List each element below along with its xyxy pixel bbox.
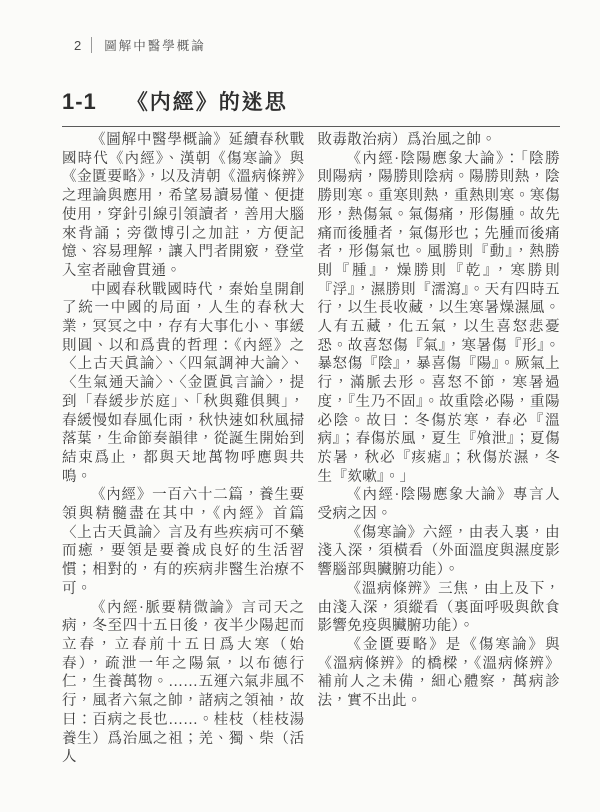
paragraph-wenbing: 《溫病條辨》三焦，由上及下，由淺入深，須縱看（裏面呼吸與飲食影響免疫與臟腑功能）。 <box>317 580 560 635</box>
paragraph-yinyang-quote: 《內經·陰陽應象大論》：「陰勝則陽病，陽勝則陰病。陽勝則熱，陰勝則寒。重寒則熱，重熱則寒。寒傷形，熱傷氣。氣傷痛，形傷腫。故先痛而後腫者，氣傷形也；先腫而後痛者，形傷氣也。風勝則『動』，熱勝則『腫』，燥勝則『乾』，寒勝則『浮』，濕勝則『濡瀉』。天有四時五行，以生長收藏，以生寒暑燥濕風。人有五藏，化五氣，以生喜怒悲憂恐。故喜怒傷『氣』，寒暑傷『形』。暴怒傷『陰』，暴喜傷『陽』。厥氣上行，滿脈去形。喜怒不節，寒暑過度，『生乃不固』。故重陰必陽，重陽必陰。故曰：冬傷於寒，春必『溫病』；春傷於風，夏生『飧泄』；夏傷於暑，秋必『痎瘧』；秋傷於濕，冬生『欬嗽』。」 <box>317 150 560 485</box>
page-number: 2 <box>74 37 82 53</box>
section-heading <box>62 86 560 127</box>
paragraph-shanghan: 《傷寒論》六經，由表入裏，由淺入深，須橫看（外面溫度與濕度影響腦部與臟腑功能）。 <box>317 524 560 579</box>
section-title: 《内經》的迷思 <box>126 91 288 114</box>
paragraph-jingui: 《金匱要略》是《傷寒論》與《溫病條辨》的橋樑，《溫病條辨》補前人之未備，細心體察，萬病診法，實不出此。 <box>317 636 560 710</box>
right-column <box>318 131 561 767</box>
paragraph-intro: 《圖解中醫學概論》延續春秋戰國時代《內經》、漢朝《傷寒論》與《金匱要略》，以及清朝《溫病條辨》之理論與應用，希望易讀易懂、便捷使用，穿針引線引領讀者，善用大腦來背誦；旁徵博引之加註，方便記憶、容易理解，讓入門者開竅，登堂入室者融會貫通。 <box>62 132 305 279</box>
book-title: 圖解中醫學概論 <box>104 39 206 53</box>
paragraph-yinyang-note: 《內經·陰陽應象大論》專言人受病之因。 <box>317 487 560 523</box>
paragraph-maiyao: 《內經·脈要精微論》言司天之病，冬至四十五日後，夜半少陽起而立春，立春前十五日爲大寒（始春），疏泄一年之陽氣，以布德行仁，生養萬物。……五運六氣非風不行，風者六氣之帥，諸病之領袖，故曰：百病之長也……。桂枝（桂枝湯養生）爲治風之祖；羌、獨、柴（活人 <box>62 599 305 766</box>
paragraph-neijing-162: 《內經》一百六十二篇，養生要領與精髓盡在其中，《內經》首篇〈上古天眞論〉言及有些疾病可不藥而癒，要領是要養成良好的生活習慣；相對的，有的疾病非醫生治療不可。 <box>62 487 305 597</box>
paragraph-history: 中國春秋戰國時代，秦始皇開創了統一中國的局面，人生的春秋大業，冥冥之中，存有大事化小、事緩則圓、以和爲貴的哲理：《內經》之〈上古天眞論〉、〈四氣調神大論〉、〈生氣通天論〉、〈金匱眞言論〉，提到「春緩步於庭」、「秋與雞俱興」，春緩慢如春風化雨，秋快速如秋風掃落葉，生命節奏韻律，從誕生開始到結束爲止，都與天地萬物呼應與共鳴。 <box>62 281 305 485</box>
section-number: 1-1 <box>62 89 97 114</box>
left-column <box>62 131 305 767</box>
header-divider <box>91 37 92 53</box>
paragraph-maiyao-continued: 敗毒散治病）爲治風之帥。 <box>317 132 497 148</box>
article-body <box>62 131 560 767</box>
page-header <box>74 36 206 54</box>
